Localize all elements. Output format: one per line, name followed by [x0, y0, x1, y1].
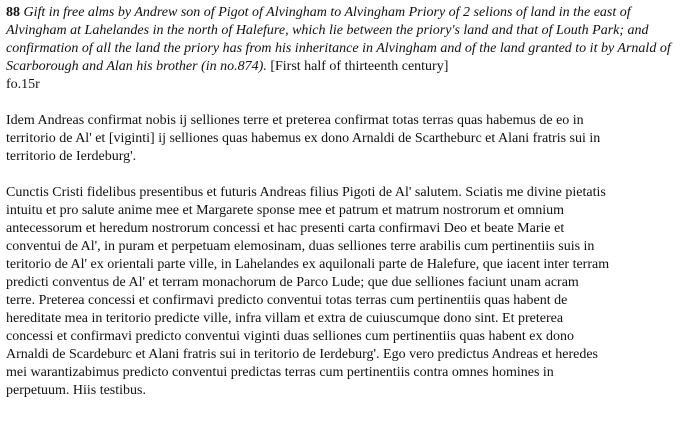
summary-paragraph: Idem Andreas confirmat nobis ij selliones terre et preterea confirmat totas terras quas habemus de eo in territorio de Al' et [viginti] ij selliones quas habemus ex dono Arnaldi de Scartheburc et Alani fratris sui in territorio de Ierdeburg'.: [6, 113, 601, 164]
document-page: [6, 4, 694, 400]
entry-number: 88: [6, 5, 20, 20]
entry-date-note: [First half of thirteenth century]: [270, 59, 449, 74]
folio-reference: fo.15r: [6, 77, 40, 92]
entry-title: Gift in free alms by Andrew son of Pigot of Alvingham to Alvingham Priory of 2 selions of land in the east of Alvingham at Lahelandes in the north of Halefure, which lie between the priory's land and that of Louth Park; and confirmation of all the land the priory has from his inheritance in Alvingham and of the land granted to it by Arnald of Scarborough and Alan his brother (in no.874).: [6, 5, 671, 74]
charter-paragraph: Cunctis Cristi fidelibus presentibus et futuris Andreas filius Pigoti de Al' salutem. Sciatis me divine pietatis intuitu et pro salute anime mee et Margarete sponse mee et patrum et matrum nostrorum et omnium antecessorum et heredum nostrorum concessi et hac presenti carta confirmavi Deo et beate Marie et conventui de Al', in puram et perpetuam elemosinam, duas selliones terre arabilis cum pertinentiis suis in teritorio de Al' ex orientali parte ville, in Lahelandes ex aquilonali parte de Halefure, que iacent inter terram predicti conventus de Al' et terram monachorum de Parco Lude; que due selliones faciunt unam acram terre. Preterea concessi et confirmavi predicto conventui totas terras cum pertinentiis quas habent de hereditate mea in teritorio predicte ville, infra villam et extra de cuiuscumque dono sint. Et preterea concessi et confirmavi predicto conventui viginti duas selliones cum pertinentiis quas habent ex dono Arnaldi de Scardeburc et Alani fratris sui in teritorio de Ierdeburg'. Ego vero predictus Andreas et heredes mei warantizabimus predicto conventui predictas terras cum pertinentiis contra omnes homines in perpetuum. Hiis testibus.: [6, 185, 610, 398]
entry-heading: [6, 4, 694, 76]
